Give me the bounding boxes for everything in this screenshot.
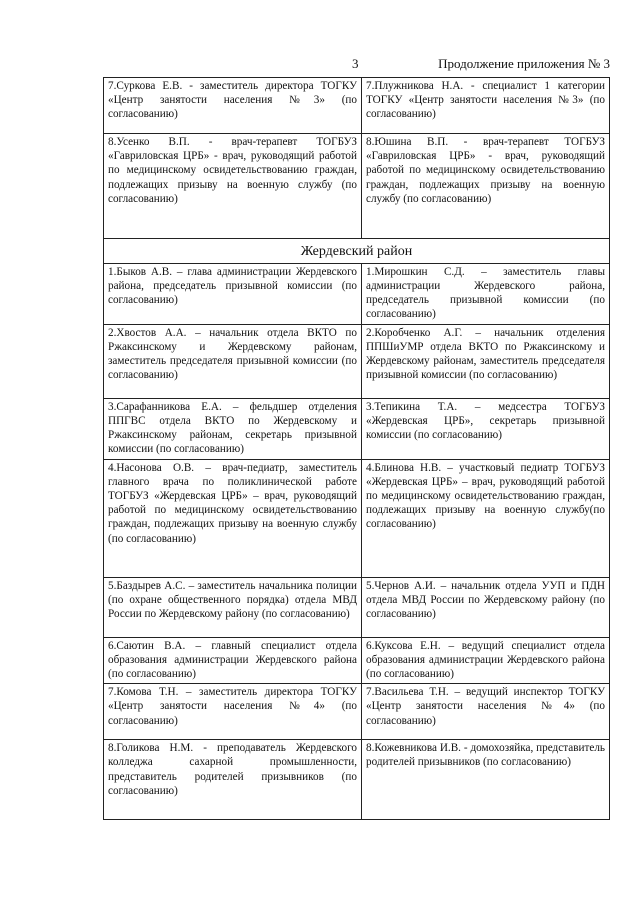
table-row	[104, 459, 610, 577]
table-row	[104, 263, 610, 324]
member-cell: 4.Насонова О.В. – врач-педиатр, заместитель главного врача по поликлинической работе ТОГБУЗ «Жердевская ЦРБ» – врач, руководящий работой по медицинскому освидетельствованию граждан, подлежащих призыву на военную службу (по согласованию)	[104, 459, 362, 577]
table-row	[104, 637, 610, 684]
section-heading-row	[104, 239, 610, 264]
table-row	[104, 740, 610, 820]
table-row	[104, 398, 610, 459]
member-cell: 7.Суркова Е.В. - заместитель директора ТОГКУ «Центр занятости населения №3» (по согласованию)	[104, 78, 362, 134]
reserve-member-cell: 4.Блинова Н.В. – участковый педиатр ТОГБУЗ «Жердевская ЦРБ» – врач, руководящий работой по медицинскому освидетельствованию граждан, подлежащих призыву на военную службу(по согласованию)	[362, 459, 610, 577]
reserve-member-cell: 1.Мирошкин С.Д. – заместитель главы администрации Жердевского района, председатель призывной комиссии (по согласованию)	[362, 263, 610, 324]
member-cell: 7.Комова Т.Н. – заместитель директора ТОГКУ «Центр занятости населения №4» (по согласованию)	[104, 684, 362, 740]
member-cell: 3.Сарафанникова Е.А. – фельдшер отделения ППГВС отдела ВКТО по Жердевскому и Ржаксинскому районам, секретарь призывной комиссии (по согласованию)	[104, 398, 362, 459]
reserve-member-cell: 2.Коробченко А.Г. – начальник отделения ППШиУМР отдела ВКТО по Ржаксинскому и Жердевскому районам, заместитель председателя призывной комиссии (по согласованию)	[362, 324, 610, 398]
table-row	[104, 324, 610, 398]
member-cell: 2.Хвостов А.А. – начальник отдела ВКТО по Ржаксинскому и Жердевскому районам, заместитель председателя призывной комиссии (по согласованию)	[104, 324, 362, 398]
reserve-member-cell: 7.Плужникова Н.А. - специалист 1 категории ТОГКУ «Центр занятости населения №3» (по согласованию)	[362, 78, 610, 134]
table-row	[104, 577, 610, 637]
member-cell: 1.Быков А.В. – глава администрации Жердевского района, председатель призывной комиссии (по согласованию)	[104, 263, 362, 324]
reserve-member-cell: 7.Васильева Т.Н. – ведущий инспектор ТОГКУ «Центр занятости населения №4» (по согласованию)	[362, 684, 610, 740]
reserve-member-cell: 6.Куксова Е.Н. – ведущий специалист отдела образования администрации Жердевского района (по согласованию)	[362, 637, 610, 684]
member-cell: 8.Голикова Н.М. - преподаватель Жердевского колледжа сахарной промышленности, представитель родителей призывников (по согласованию)	[104, 740, 362, 820]
table-row	[104, 78, 610, 134]
section-heading: Жердевский район	[104, 239, 610, 264]
table-row	[104, 134, 610, 239]
commission-roster-table	[103, 77, 610, 820]
reserve-member-cell: 5.Чернов А.И. – начальник отдела УУП и ПДН отдела МВД России по Жердевскому району (по согласованию)	[362, 577, 610, 637]
member-cell: 6.Саютин В.А. – главный специалист отдела образования администрации Жердевского района (по согласованию)	[104, 637, 362, 684]
reserve-member-cell: 8.Юшина В.П. - врач-терапевт ТОГБУЗ «Гавриловская ЦРБ» - врач, руководящий работой по медицинскому освидетельствованию граждан, подлежащих призыву на военную службу (по согласованию)	[362, 134, 610, 239]
member-cell: 5.Баздырев А.С. – заместитель начальника полиции (по охране общественного порядка) отдела МВД России по Жердевскому району (по согласованию)	[104, 577, 362, 637]
page-number: 3	[352, 56, 359, 71]
reserve-member-cell: 8.Кожевникова И.В. - домохозяйка, представитель родителей призывников (по согласованию)	[362, 740, 610, 820]
reserve-member-cell: 3.Тепикина Т.А. – медсестра ТОГБУЗ «Жердевская ЦРБ», секретарь призывной комиссии (по согласованию)	[362, 398, 610, 459]
table-row	[104, 684, 610, 740]
member-cell: 8.Усенко В.П. - врач-терапевт ТОГБУЗ «Гавриловская ЦРБ» - врач, руководящий работой по медицинскому освидетельствованию граждан, подлежащих призыву на военную службу (по согласованию)	[104, 134, 362, 239]
appendix-note: Продолжение приложения № 3	[438, 56, 610, 71]
